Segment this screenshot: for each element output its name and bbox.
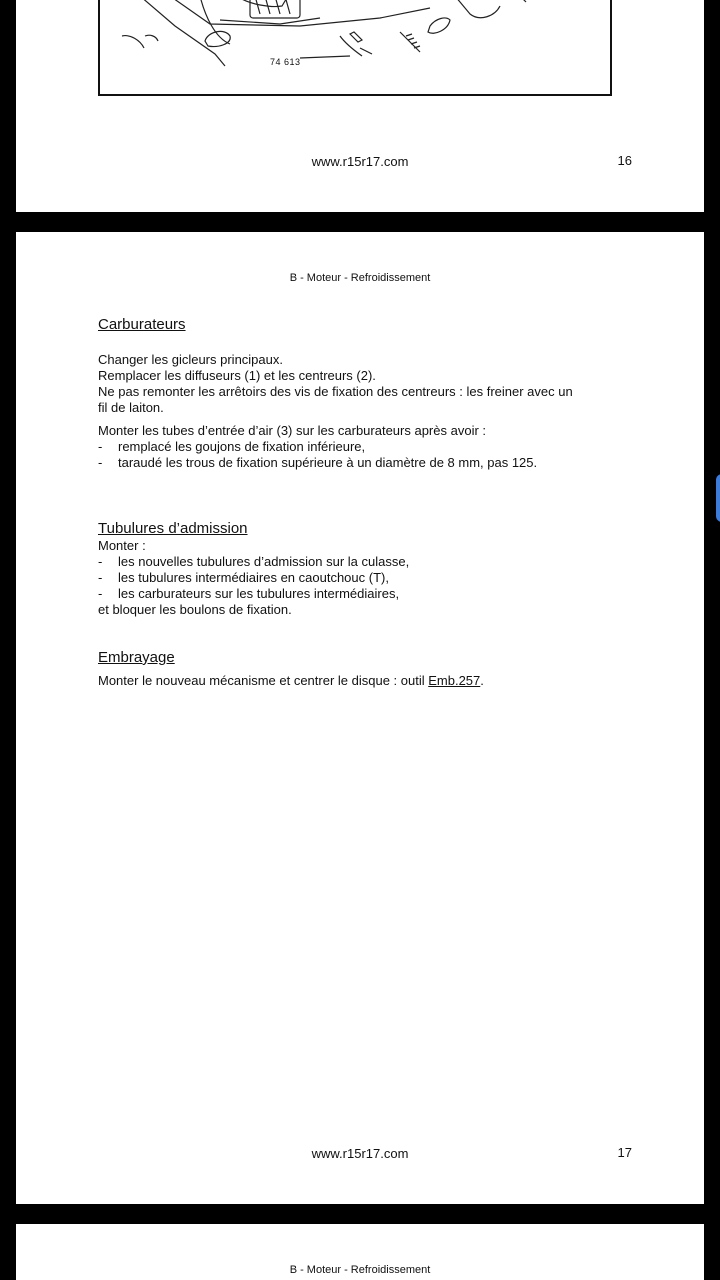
paragraph-line: Monter : [98, 538, 146, 553]
list-item-text: les nouvelles tubulures d’admission sur la culasse, [118, 554, 410, 569]
embrayage-text: Monter le nouveau mécanisme et centrer le disque : outil [98, 673, 429, 688]
page-header: B - Moteur - Refroidissement [289, 1264, 431, 1276]
list-item [98, 570, 618, 586]
document-page-17 [16, 232, 704, 1204]
footer-url[interactable]: www.r15r17.com [311, 154, 409, 169]
sentence-end: . [480, 673, 484, 688]
document-page-16 [16, 0, 704, 212]
list-item [98, 586, 618, 602]
list-dash: - [98, 455, 103, 470]
paragraph-line: et bloquer les boulons de fixation. [98, 602, 292, 617]
list-item-text: les tubulures intermédiaires en caoutchouc (T), [118, 570, 389, 585]
scroll-handle[interactable] [716, 474, 720, 522]
list-dash: - [98, 570, 103, 585]
list-dash: - [98, 586, 103, 601]
page-number: 17 [617, 1145, 632, 1160]
list-item-text: les carburateurs sur les tubulures intermédiaires, [118, 586, 400, 601]
list-item [98, 455, 618, 471]
paragraph-line: Changer les gicleurs principaux. [98, 352, 283, 367]
list-item-text: taraudé les trous de fixation supérieure à un diamètre de 8 mm, pas 125. [118, 455, 538, 470]
page-content [98, 316, 618, 689]
list-item-text: remplacé les goujons de fixation inférieure, [118, 439, 366, 454]
engine-drawing [100, 0, 610, 94]
list-item [98, 439, 618, 455]
paragraph-line: fil de laiton. [98, 400, 164, 415]
document-page-18 [16, 1224, 704, 1280]
paragraph-line [98, 673, 618, 689]
figure-number: 74 613 [270, 57, 301, 67]
paragraph-line: Remplacer les diffuseurs (1) et les centreurs (2). [98, 368, 376, 383]
paragraph-line: Ne pas remonter les arrêtoirs des vis de fixation des centreurs : les freiner avec un [98, 384, 573, 399]
footer-url[interactable]: www.r15r17.com [311, 1146, 409, 1161]
list-dash: - [98, 554, 103, 569]
section-title-embrayage: Embrayage [98, 649, 175, 666]
list-item [98, 554, 618, 570]
page-number: 16 [617, 153, 632, 168]
page-header: B - Moteur - Refroidissement [289, 272, 431, 284]
section-title-carburateurs: Carburateurs [98, 316, 186, 333]
list-dash: - [98, 439, 103, 454]
section-title-tubulures: Tubulures d’admission [98, 520, 248, 537]
tool-reference: Emb.257 [428, 673, 481, 688]
paragraph-line: Monter les tubes d’entrée d’air (3) sur les carburateurs après avoir : [98, 423, 487, 438]
engine-illustration [98, 0, 612, 96]
